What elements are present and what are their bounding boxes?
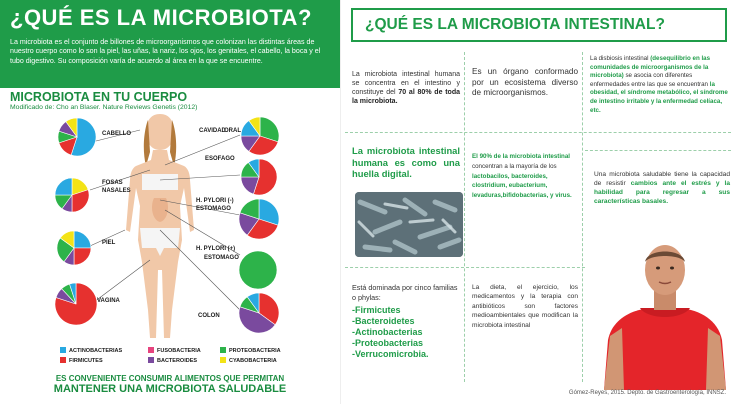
label-hp2-a: H. PYLORI (+)	[196, 246, 236, 252]
label-cabello: CABELLO	[102, 131, 131, 137]
legend-swatch	[220, 357, 226, 363]
phyla-intro: Está dominada por cinco familias o phylas:	[352, 283, 458, 302]
legend-swatch	[220, 347, 226, 353]
credit: Gómez-Reyes, 2015. Depto. de Gastroenterología, INNSZ.	[568, 390, 726, 396]
cell-organ: Es un órgano conformado por un ecosistema diverso de microorganismos.	[472, 67, 578, 97]
legend-swatch	[148, 357, 154, 363]
pie-cavidad-oral	[240, 116, 280, 161]
person-photo	[600, 240, 730, 390]
left-intro: La microbiota es el conjunto de billones de microorganismos que colonizan las distintas áreas de nuestro cuerpo como lo son la piel, las uñas, la nariz, los ojos, los genitales, el cabello, la boca y el tubo digestivo. Su composición varía de acuerdo al área en la que se encuentre.	[10, 38, 321, 65]
legend-item: FUSOBACTERIA	[148, 347, 201, 354]
right-title-box	[351, 8, 727, 42]
left-panel	[0, 0, 340, 404]
cell-fingerprint: La microbiota intestinal humana es como una huella digital.	[352, 145, 460, 179]
phylum-item: -Verrucomicrobia.	[352, 349, 429, 359]
label-oral-2: ORAL	[224, 128, 241, 134]
pie-vagina	[54, 282, 98, 331]
cell-ninety-percent: El 90% de la microbiota intestinal concentran a la mayoría de los lactobacilos, bacteroides, clostridium, eubacterium, levaduras,bifidobacterias, y virus.	[472, 153, 572, 200]
legend-item: PROTEOBACTERIA	[220, 347, 281, 354]
phylum-item: -Bacteroidetes	[352, 316, 415, 326]
pie-fosas-nasales	[54, 177, 90, 218]
pie-hpylori-neg	[238, 198, 280, 245]
phylum-item: -Firmicutes	[352, 305, 401, 315]
phylum-item: -Actinobacterias	[352, 327, 423, 337]
legend-item: ACTINOBACTERIAS	[60, 347, 122, 354]
cell-dysbiosis: La disbiosis intestinal (desequilibrio en las comunidades de microorganismos de la microbiota) se asocia con diferentes enfermedades entre las que se encuentran la obesidad, el síndrome metabólico, el síndrome de intestino irritable y la enfermedad celíaca, etc.	[590, 55, 728, 114]
label-esofago: ESOFAGO	[205, 156, 235, 162]
legend-item: BACTEROIDES	[148, 357, 197, 364]
cell-phyla	[352, 283, 460, 360]
pointer-lines	[0, 0, 340, 404]
label-vagina: VAGINA	[97, 298, 120, 304]
pie-esofago	[240, 158, 278, 201]
cell-healthy: Una microbiota saludable tiene la capacidad de resistir cambios ante el estrés y la habilidad para regresar a sus características basales.	[594, 171, 730, 205]
cell-concentration: La microbiota intestinal humana se concentra en el intestino y constituye del 70 al 80% de toda la microbiota.	[352, 71, 460, 105]
pie-colon	[238, 292, 280, 339]
cell-diet: La dieta, el ejercicio, los medicamentos y la terapia con antibióticos son factores medioambientales que modifican la microbiota intestinal	[472, 284, 578, 329]
pie-slice	[74, 231, 91, 248]
legend-item: CYABOBACTERIA	[220, 357, 277, 364]
legend-item: FIRMICUTES	[60, 357, 103, 364]
label-oral-1: CAVIDAD	[199, 128, 226, 134]
pie-hpylori-pos	[238, 250, 278, 295]
bacteria-image	[355, 192, 463, 257]
label-colon: COLON	[198, 313, 220, 319]
pie-cabello	[57, 117, 97, 162]
pie-piel	[56, 230, 92, 271]
label-hp2-b: ESTOMAGO	[204, 255, 239, 261]
label-fosas-1: FOSAS	[102, 180, 123, 186]
legend-swatch	[60, 347, 66, 353]
legend-swatch	[148, 347, 154, 353]
pie-slice	[74, 248, 91, 265]
phyla-list	[352, 305, 460, 360]
right-title: ¿QUÉ ES LA MICROBIOTA INTESTINAL?	[365, 16, 665, 33]
phylum-item: -Proteobacterias	[352, 338, 424, 348]
section-title: MICROBIOTA EN TU CUERPO	[10, 90, 188, 104]
label-fosas-2: NASALES	[102, 188, 131, 194]
label-piel: PIEL	[102, 240, 116, 246]
footer-line-1: ES CONVENIENTE CONSUMIR ALIMENTOS QUE PERMITAN	[55, 374, 285, 383]
pie-slice	[239, 251, 277, 289]
footer-line-2: MANTENER UNA MICROBIOTA SALUDABLE	[53, 383, 287, 395]
label-hp1-a: H. PYLORI (-)	[196, 198, 234, 204]
pie-slice	[55, 178, 72, 195]
left-footer	[10, 374, 330, 395]
section-subtitle: Modificado de: Cho an Blaser. Nature Reviews Genetis (2012)	[10, 104, 198, 111]
legend-swatch	[60, 357, 66, 363]
left-title: ¿QUÉ ES LA MICROBIOTA?	[10, 5, 312, 30]
label-hp1-b: ESTOMAGO	[196, 206, 231, 212]
